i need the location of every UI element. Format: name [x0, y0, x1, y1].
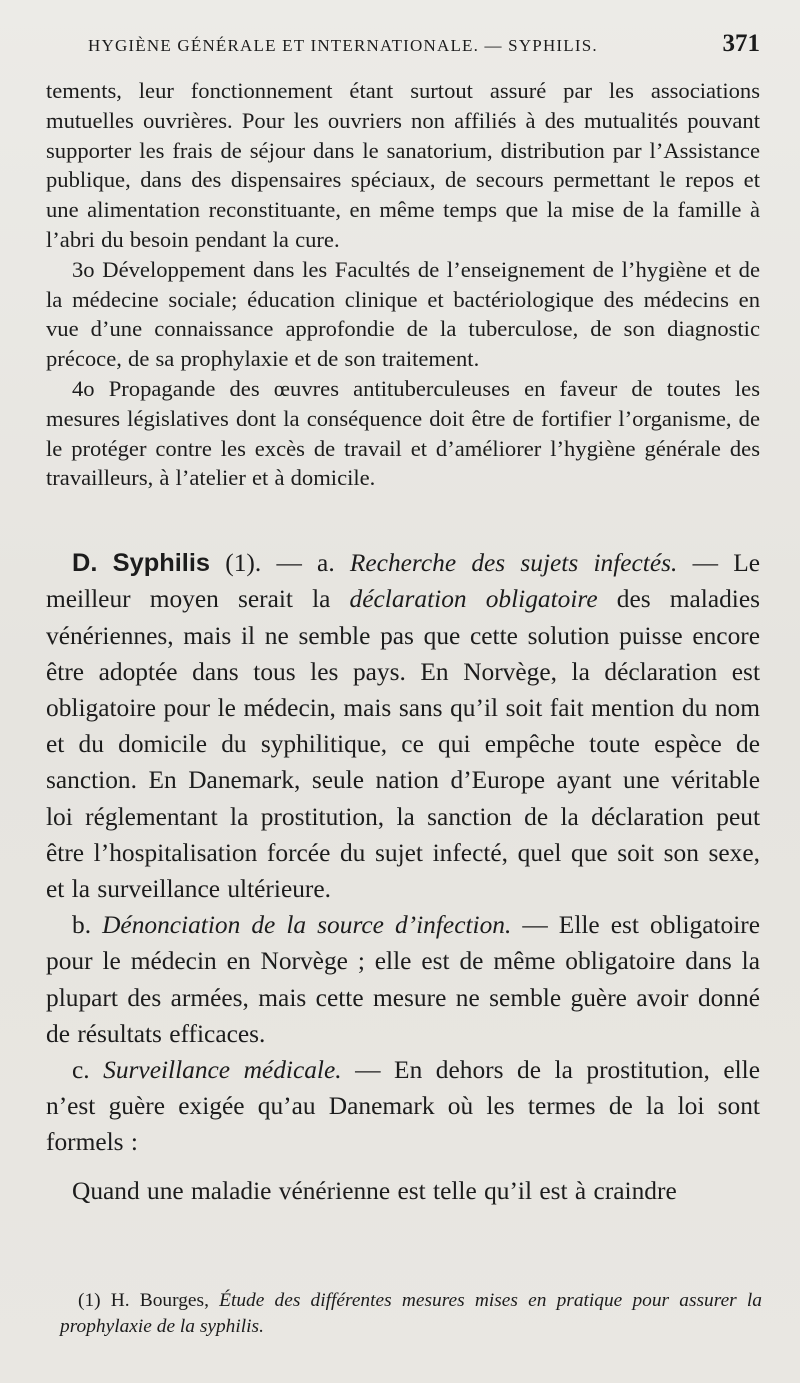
quote-start: Quand une maladie vénérienne est telle qu’il est à craindre	[72, 1176, 677, 1205]
footnote-text	[60, 1288, 762, 1340]
subtitle-b: Dénonciation de la source d’infection.	[102, 911, 512, 940]
subtitle-a: Recherche des sujets infectés.	[349, 549, 678, 578]
paragraph-a-body: des maladies vénériennes, mais il ne semble pas que cette solution puisse encore être adoptée dans tous les pays. En Norvège, la déclaration est obligatoire pour le médecin, mais sans qu’il soit fait mention du nom et du domicile du syphilitique, ce qui empêche toute espèce de sanction. En Danemark, seule nation d’Europe ayant une véritable loi réglementant la prostitution, la sanction de la déclaration peut être l’hospitalisation forcée du sujet infecté, quel que soit son sexe, et la surveillance ultérieure.	[46, 585, 760, 903]
section-letter: D.	[72, 549, 98, 578]
syphilis-paragraph-c	[46, 1052, 760, 1161]
syphilis-paragraph-b	[46, 907, 760, 1052]
label-c: c.	[72, 1056, 104, 1084]
section-title: Syphilis	[112, 549, 211, 578]
paragraph-continuation: tements, leur fonctionnement étant surtout assuré par les associations mutuelles ouvrières. Pour les ouvriers non affiliés à des mutualités pouvant supporter les frais de séjour dans le sanatorium, distribution par l’Assistance publique, dans des dispensaires spéciaux, de secours permettant le repos et une alimentation reconstituante, en même temps que la mise de la famille à l’abri du besoin pendant la cure.	[46, 78, 760, 252]
paragraph-item-3: 3o Développement dans les Facultés de l’enseignement de l’hygiène et de la médecine sociale; éducation clinique et bactériologique des médecins en vue d’une connaissance approfondie de la tuberculose, de son diagnostic précoce, de sa prophylaxie et de son traitement.	[46, 256, 760, 372]
tuberculosis-section	[46, 76, 760, 493]
label-b: b.	[72, 911, 103, 940]
footnote-title: Étude des différentes mesures mises en pratique pour assurer la prophylaxie de la syphilis.	[60, 1290, 762, 1337]
page-number: 371	[722, 30, 760, 57]
paragraph-item-4: 4o Propagande des œuvres antituberculeuses en faveur de toutes les mesures législatives dont la conséquence doit être de fortifier l’organisme, de le protéger contre les excès de travail et d’améliorer l’hygiène générale des travailleurs, à l’atelier et à domicile.	[46, 375, 760, 491]
syphilis-section	[46, 545, 760, 1209]
paragraph-b-body: — Elle est obligatoire pour le médecin en Norvège ; elle est de même obligatoire dans la plupart des armées, mais cette mesure ne semble guère avoir donné de résultats efficaces.	[46, 911, 760, 1048]
dash-a: — a.	[261, 549, 350, 578]
dash-a-2: — Le meilleur moyen serait la	[46, 549, 760, 614]
subtitle-c: Surveillance médicale.	[103, 1056, 342, 1084]
emphasis-declaration: déclaration obligatoire	[349, 585, 598, 614]
page-header	[46, 30, 760, 76]
syphilis-paragraph-a	[46, 545, 760, 907]
footnote-reference: (1).	[225, 549, 262, 578]
footnote-ref: (1) H. Bourges,	[78, 1290, 220, 1311]
running-head: HYGIÈNE GÉNÉRALE ET INTERNATIONALE. — SYPHILIS.	[88, 36, 598, 55]
paragraph-c-body: — En dehors de la prostitution, elle n’est guère exigée qu’au Danemark où les termes de la loi sont formels :	[46, 1056, 760, 1157]
footnote	[60, 1288, 762, 1340]
